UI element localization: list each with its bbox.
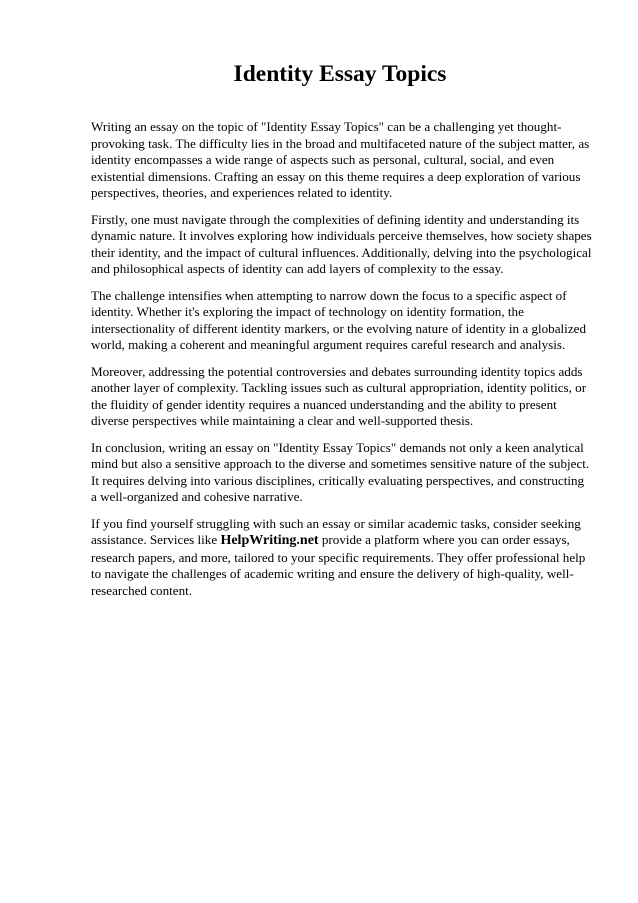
document-body bbox=[91, 119, 593, 609]
paragraph-5: In conclusion, writing an essay on "Identity Essay Topics" demands not only a keen analytical mind but also a sensitive approach to the diverse and sometimes sensitive nature of the subject. It requires delving into various disciplines, critically evaluating perspectives, and constructing a well-organized and cohesive narrative. bbox=[91, 439, 590, 504]
document-title: Identity Essay Topics bbox=[233, 61, 447, 87]
paragraph-6-after: provide a platform where you can order essays, research papers, and more, tailored to your specific requirements. They offer professional help to navigate the challenges of academic writing and ensure the delivery of high-quality, well-researched content. bbox=[91, 532, 586, 598]
brand-link[interactable]: HelpWriting.net bbox=[220, 533, 319, 548]
paragraph-2: Firstly, one must navigate through the complexities of defining identity and understanding its dynamic nature. It involves exploring how individuals perceive themselves, how society shapes their identity, and the impact of cultural influences. Additionally, delving into the psychological and philosophical aspects of identity can add layers of complexity to the essay. bbox=[91, 211, 592, 276]
paragraph-1: Writing an essay on the topic of "Identity Essay Topics" can be a challenging yet thought-provoking task. The difficulty lies in the broad and multifaceted nature of the subject matter, as identity encompasses a wide range of aspects such as personal, cultural, social, and even existential dimensions. Crafting an essay on this theme requires a deep exploration of various perspectives, theories, and experiences related to identity. bbox=[91, 119, 590, 200]
paragraph-3: The challenge intensifies when attempting to narrow down the focus to a specific aspect of identity. Whether it's exploring the impact of technology on identity formation, the intersectionality of different identity markers, or the evolving nature of identity in a globalized world, making a coherent and meaningful argument requires careful research and analysis. bbox=[91, 287, 586, 352]
paragraph-6 bbox=[91, 516, 593, 600]
paragraph-4: Moreover, addressing the potential controversies and debates surrounding identity topics adds another layer of complexity. Tackling issues such as cultural appropriation, identity politics, or the fluidity of gender identity requires a nuanced understanding and the ability to present diverse perspectives while maintaining a clear and well-supported thesis. bbox=[91, 363, 587, 428]
paragraph-6-before: If you find yourself struggling with such an essay or similar academic tasks, consider seeking assistance. Services like bbox=[91, 515, 581, 547]
